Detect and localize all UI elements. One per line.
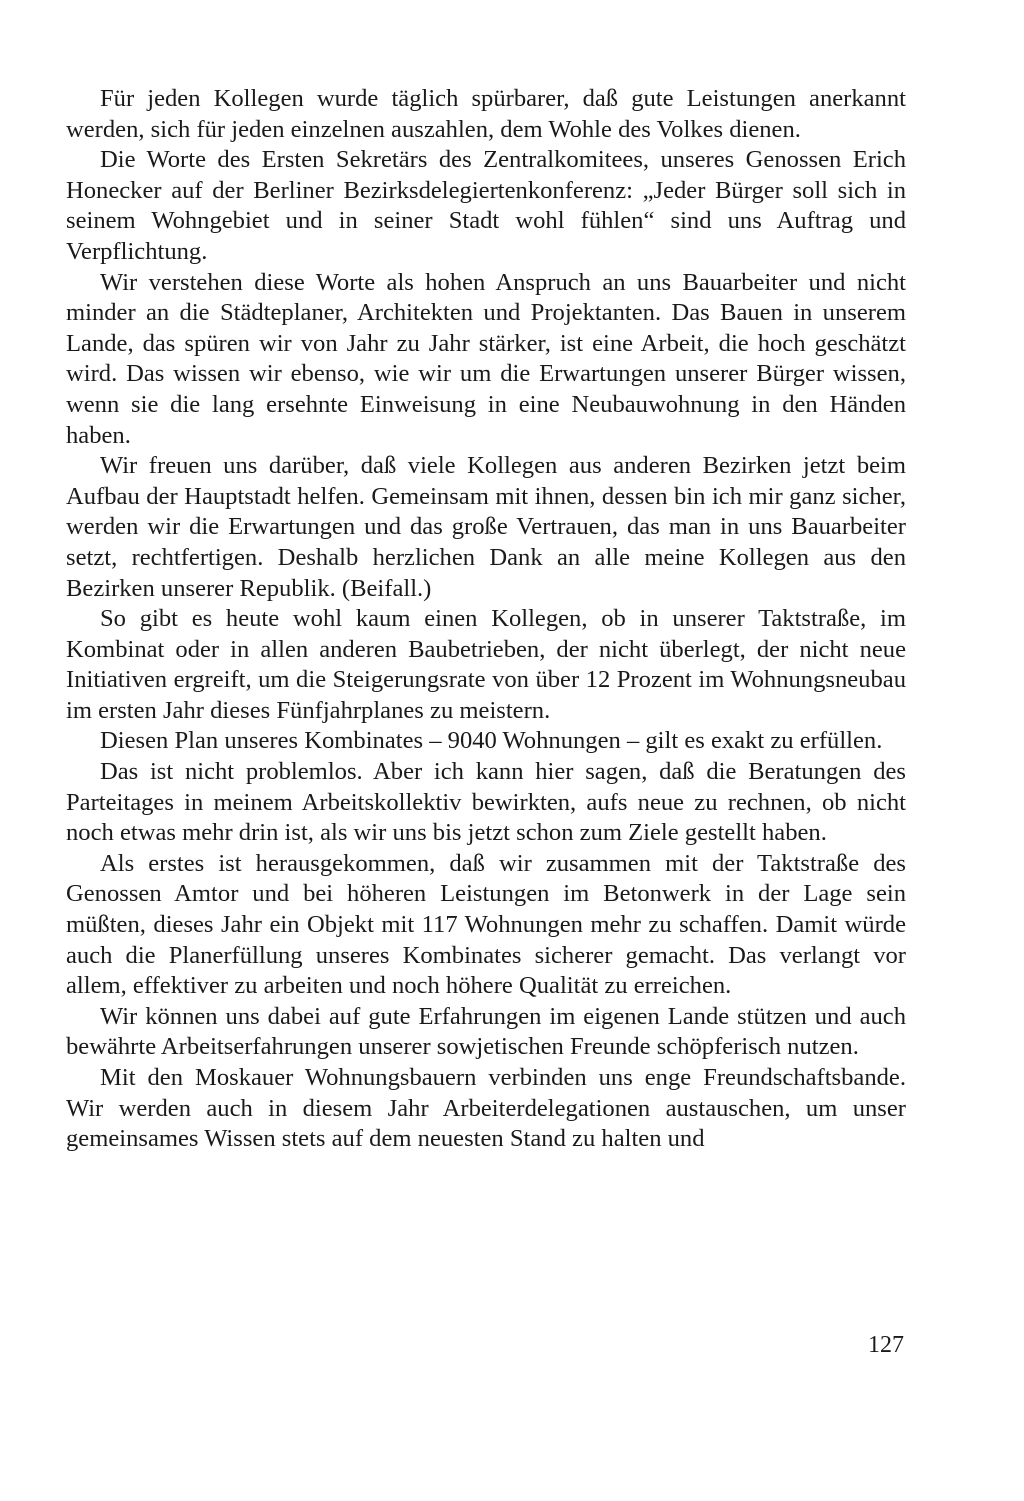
paragraph: Diesen Plan unseres Kombinates – 9040 Wohnungen – gilt es exakt zu erfüllen.: [100, 727, 883, 755]
paragraph: Die Worte des Ersten Sekretärs des Zentralkomitees, unseres Genossen Erich Honecker auf der Berliner Bezirksdelegiertenkonferenz: „Jeder Bürger soll sich in seinem Wohngebiet und in seiner Stadt wohl fühlen“ sind uns Auftrag und Verpflichtung.: [66, 146, 906, 265]
body-text: [66, 84, 906, 1155]
paragraph: So gibt es heute wohl kaum einen Kollegen, ob in unserer Taktstraße, im Kombinat oder in allen anderen Baubetrieben, der nicht überlegt, der nicht neue Initiativen ergreift, um die Steigerungsrate von über 12 Prozent im Wohnungsneubau im ersten Jahr dieses Fünfjahrplanes zu meistern.: [66, 605, 906, 724]
paragraph: Wir freuen uns darüber, daß viele Kollegen aus anderen Bezirken jetzt beim Aufbau der Hauptstadt helfen. Gemeinsam mit ihnen, dessen bin ich mir ganz sicher, werden wir die Erwartungen und das große Vertrauen, das man in uns Bauarbeiter setzt, rechtfertigen. Deshalb herzlichen Dank an alle meine Kollegen aus den Bezirken unserer Republik. (Beifall.): [66, 452, 906, 602]
paragraph: Mit den Moskauer Wohnungsbauern verbinden uns enge Freundschaftsbande. Wir werden auch in diesem Jahr Arbeiterdelegationen austauschen, um unser gemeinsames Wissen stets auf dem neuesten Stand zu halten und: [66, 1064, 906, 1153]
paragraph: Als erstes ist herausgekommen, daß wir zusammen mit der Taktstraße des Genossen Amtor und bei höheren Leistungen im Betonwerk in der Lage sein müßten, dieses Jahr ein Objekt mit 117 Wohnungen mehr zu schaffen. Damit würde auch die Planerfüllung unseres Kombinates sicherer gemacht. Das verlangt vor allem, effektiver zu arbeiten und noch höhere Qualität zu erreichen.: [66, 849, 906, 1000]
paragraph: Wir verstehen diese Worte als hohen Anspruch an uns Bauarbeiter und nicht minder an die Städteplaner, Architekten und Projektanten. Das Bauen in unserem Lande, das spüren wir von Jahr zu Jahr stärker, ist eine Arbeit, die hoch geschätzt wird. Das wissen wir ebenso, wie wir um die Erwartungen unserer Bürger wissen, wenn sie die lang ersehnte Einweisung in eine Neubauwohnung in den Händen haben.: [66, 268, 906, 449]
paragraph: Wir können uns dabei auf gute Erfahrungen im eigenen Lande stützen und auch bewährte Arbeitserfahrungen unserer sowjetischen Freunde schöpferisch nutzen.: [66, 1002, 906, 1061]
page-number: 127: [868, 1332, 904, 1358]
paragraph: Für jeden Kollegen wurde täglich spürbarer, daß gute Leistungen anerkannt werden, sich für jeden einzelnen auszahlen, dem Wohle des Volkes dienen.: [66, 85, 906, 143]
paragraph: Das ist nicht problemlos. Aber ich kann hier sagen, daß die Beratungen des Parteitages in meinem Arbeitskollektiv bewirkten, aufs neue zu rechnen, ob nicht noch etwas mehr drin ist, als wir uns bis jetzt schon zum Ziele gestellt haben.: [66, 758, 906, 847]
